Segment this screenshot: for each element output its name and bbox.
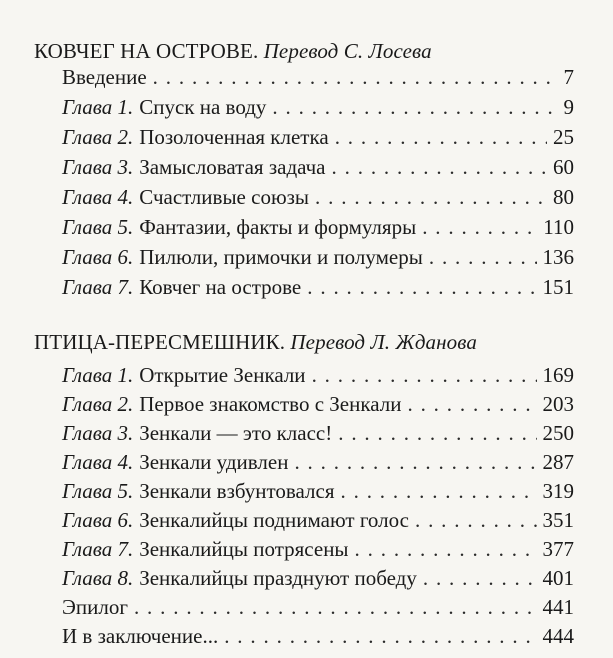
chapter-title: Пилюли, примочки и полумеры — [139, 245, 423, 269]
leader-dots — [224, 621, 536, 651]
leader-dots — [307, 272, 536, 302]
chapter-prefix: Глава 2. — [62, 392, 134, 416]
toc-entry — [62, 447, 574, 477]
section-translator: Перевод С. Лосева — [263, 39, 432, 63]
chapter-prefix: Глава 8. — [62, 566, 134, 590]
chapter-prefix: Глава 1. — [62, 95, 134, 119]
chapter-title: Эпилог — [62, 595, 128, 619]
leader-dots — [272, 92, 557, 122]
leader-dots — [407, 389, 536, 419]
page-number: 60 — [553, 155, 574, 179]
page-number: 151 — [542, 275, 574, 299]
toc-entry — [62, 476, 574, 506]
page-number: 9 — [563, 95, 574, 119]
chapter-title: Зенкалийцы празднуют победу — [139, 566, 417, 590]
page-number: 319 — [542, 479, 574, 503]
toc-entry — [62, 212, 574, 242]
toc-entry — [62, 505, 574, 535]
page-number: 110 — [543, 215, 574, 239]
section-title: КОВЧЕГ НА ОСТРОВЕ. — [34, 39, 259, 63]
toc-entry — [62, 152, 574, 182]
chapter-title: Позолоченная клетка — [139, 125, 329, 149]
chapter-title: Зенкали взбунтовался — [139, 479, 335, 503]
leader-dots — [332, 152, 547, 182]
chapter-title: Зенкали удивлен — [139, 450, 289, 474]
leader-dots — [294, 447, 536, 477]
chapter-prefix: Глава 7. — [62, 275, 134, 299]
page-number: 351 — [542, 508, 574, 532]
chapter-title: Замысловатая задача — [139, 155, 326, 179]
chapter-title: Введение — [62, 65, 147, 89]
section-translator: Перевод Л. Жданова — [290, 330, 477, 354]
chapter-prefix: Глава 2. — [62, 125, 134, 149]
page-number: 25 — [553, 125, 574, 149]
toc-entry — [62, 182, 574, 212]
toc-entry — [62, 242, 574, 272]
chapter-title: Зенкали — это класс! — [139, 421, 333, 445]
chapter-prefix: Глава 7. — [62, 537, 134, 561]
toc-entry — [62, 534, 574, 564]
chapter-title: Спуск на воду — [139, 95, 267, 119]
page-number: 401 — [542, 566, 574, 590]
page-number: 7 — [563, 65, 574, 89]
toc-entry — [62, 563, 574, 593]
chapter-title: Открытие Зенкали — [139, 363, 306, 387]
leader-dots — [338, 418, 536, 448]
page-number: 441 — [542, 595, 574, 619]
chapter-title: Счастливые союзы — [139, 185, 310, 209]
section-title: ПТИЦА-ПЕРЕСМЕШНИК. — [34, 330, 286, 354]
chapter-prefix: Глава 1. — [62, 363, 134, 387]
toc-entry — [62, 272, 574, 302]
toc-entry — [62, 62, 574, 92]
leader-dots — [415, 505, 537, 535]
chapter-prefix: Глава 6. — [62, 245, 134, 269]
leader-dots — [429, 242, 537, 272]
page-number: 80 — [553, 185, 574, 209]
leader-dots — [355, 534, 537, 564]
chapter-title: Фантазии, факты и формуляры — [139, 215, 417, 239]
leader-dots — [335, 122, 547, 152]
leader-dots — [315, 182, 547, 212]
page-number: 203 — [542, 392, 574, 416]
page-number: 136 — [542, 245, 574, 269]
toc-entry — [62, 92, 574, 122]
page-number: 444 — [542, 624, 574, 648]
leader-dots — [422, 212, 537, 242]
chapter-title: Ковчег на острове — [139, 275, 302, 299]
toc-entry — [62, 592, 574, 622]
leader-dots — [341, 476, 537, 506]
page-number: 169 — [542, 363, 574, 387]
leader-dots — [153, 62, 558, 92]
chapter-prefix: Глава 3. — [62, 155, 134, 179]
toc-entry — [62, 389, 574, 419]
section-heading — [34, 329, 477, 355]
chapter-prefix: Глава 4. — [62, 450, 134, 474]
toc-entry — [62, 418, 574, 448]
page-number: 287 — [542, 450, 574, 474]
chapter-title: Первое знакомство с Зенкали — [139, 392, 402, 416]
leader-dots — [134, 592, 537, 622]
chapter-title: Зенкалийцы потрясены — [139, 537, 349, 561]
chapter-prefix: Глава 5. — [62, 215, 134, 239]
leader-dots — [312, 360, 537, 390]
chapter-prefix: Глава 5. — [62, 479, 134, 503]
leader-dots — [423, 563, 537, 593]
chapter-title: И в заключение... — [62, 624, 219, 648]
toc-entry — [62, 122, 574, 152]
page-number: 250 — [542, 421, 574, 445]
chapter-title: Зенкалийцы поднимают голос — [139, 508, 409, 532]
section-heading — [34, 38, 432, 64]
toc-entry — [62, 360, 574, 390]
toc-entry — [62, 621, 574, 651]
chapter-prefix: Глава 6. — [62, 508, 134, 532]
page-number: 377 — [542, 537, 574, 561]
chapter-prefix: Глава 4. — [62, 185, 134, 209]
chapter-prefix: Глава 3. — [62, 421, 134, 445]
